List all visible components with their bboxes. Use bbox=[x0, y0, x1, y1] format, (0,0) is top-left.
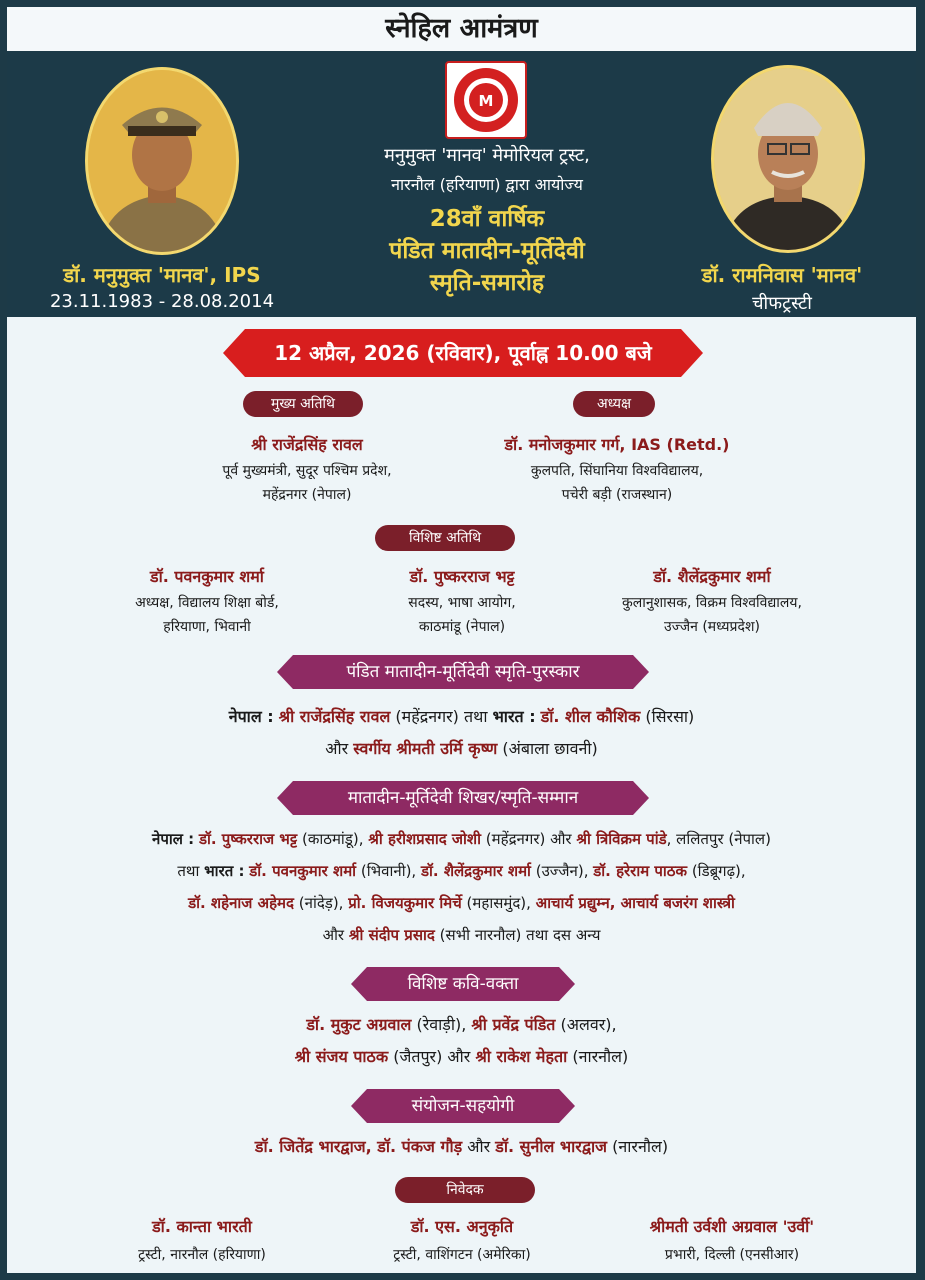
event-type: स्मृति-समारोह bbox=[429, 270, 545, 296]
svg-text:M: M bbox=[478, 92, 494, 110]
award-label: पंडित मातादीन-मूर्तिदेवी स्मृति-पुरस्कार bbox=[346, 662, 580, 682]
honor-line-1: नेपाल : डॉ. पुष्करराज भट्ट (काठमांडू), श्री हरीशप्रसाद जोशी (महेंद्रनगर) और श्री त्रिविक्रम पांडे, ललितपुर (नेपाल) bbox=[152, 830, 771, 848]
special-guest-1-name: डॉ. पवनकुमार शर्मा bbox=[150, 567, 264, 586]
special-guests-label: विशिष्ट अतिथि bbox=[375, 525, 515, 551]
right-person-role: चीफट्रस्टी bbox=[752, 293, 812, 314]
poets-line-1: डॉ. मुकुट अग्रवाल (रेवाड़ी), श्री प्रवेंद्र पंडित (अलवर), bbox=[306, 1015, 617, 1034]
right-person-name: डॉ. रामनिवास 'मानव' bbox=[701, 263, 863, 287]
trust-logo bbox=[445, 61, 527, 139]
invitor-2-desc: ट्रस्टी, वाशिंगटन (अमेरिका) bbox=[393, 1247, 531, 1263]
poets-line-2: श्री संजय पाठक (जैतपुर) और श्री राकेश मेहता (नारनौल) bbox=[294, 1047, 629, 1066]
coordination-line: डॉ. जितेंद्र भारद्वाज, डॉ. पंकज गौड़ और डॉ. सुनील भारद्वाज (नारनौल) bbox=[254, 1137, 669, 1156]
invitor-1-desc: ट्रस्टी, नारनौल (हरियाणा) bbox=[138, 1247, 266, 1263]
header-banner bbox=[7, 51, 916, 317]
poets-ribbon bbox=[351, 967, 575, 1001]
special-guest-2-desc1: सदस्य, भाषा आयोग, bbox=[408, 595, 516, 611]
award-line-1: नेपाल : श्री राजेंद्रसिंह रावल (महेंद्रनगर) तथा भारत : डॉ. शील कौशिक (सिरसा) bbox=[228, 707, 695, 726]
special-guest-2-name: डॉ. पुष्करराज भट्ट bbox=[409, 567, 515, 586]
chief-guest-label: मुख्य अतिथि bbox=[243, 391, 363, 417]
honor-line-2: तथा भारत : डॉ. पवनकुमार शर्मा (भिवानी), डॉ. शैलेंद्रकुमार शर्मा (उज्जैन), डॉ. हरेराम पाठक (डिब्रूगढ़), bbox=[177, 862, 746, 880]
event-edition: 28वाँ वार्षिक bbox=[429, 206, 545, 232]
honor-label: मातादीन-मूर्तिदेवी शिखर/स्मृति-सम्मान bbox=[347, 788, 579, 808]
special-guest-1-desc2: हरियाणा, भिवानी bbox=[163, 619, 251, 635]
coordination-ribbon bbox=[351, 1089, 575, 1123]
date-banner bbox=[223, 329, 703, 377]
president-label: अध्यक्ष bbox=[573, 391, 655, 417]
award-ribbon bbox=[277, 655, 649, 689]
award-line-2: और स्वर्गीय श्रीमती उर्मि कृष्ण (अंबाला छावनी) bbox=[325, 739, 598, 758]
date-text: 12 अप्रैल, 2026 (रविवार), पूर्वाह्न 10.00 बजे bbox=[274, 341, 652, 365]
organizer-line2: नारनौल (हरियाणा) द्वारा आयोज्य bbox=[391, 175, 583, 194]
special-guest-3-desc1: कुलानुशासक, विक्रम विश्वविद्यालय, bbox=[622, 595, 802, 611]
invitor-1-name: डॉ. कान्ता भारती bbox=[152, 1217, 252, 1236]
president-name: डॉ. मनोजकुमार गर्ग, IAS (Retd.) bbox=[504, 435, 730, 454]
invitor-2-name: डॉ. एस. अनुकृति bbox=[410, 1217, 514, 1236]
president-desc1: कुलपति, सिंघानिया विश्वविद्यालय, bbox=[530, 463, 704, 479]
invitation-card bbox=[4, 4, 919, 1276]
organizer-line1: मनुमुक्त 'मानव' मेमोरियल ट्रस्ट, bbox=[384, 145, 590, 166]
invitors-label: निवेदक bbox=[395, 1177, 535, 1203]
president-desc2: पचेरी बड़ी (राजस्थान) bbox=[561, 487, 673, 503]
special-guest-3-desc2: उज्जैन (मध्यप्रदेश) bbox=[664, 619, 760, 635]
invitor-3-desc: प्रभारी, दिल्ली (एनसीआर) bbox=[664, 1247, 800, 1263]
honor-ribbon bbox=[277, 781, 649, 815]
invitation-title: स्नेहिल आमंत्रण bbox=[7, 7, 916, 51]
poets-label: विशिष्ट कवि-वक्ता bbox=[407, 974, 519, 994]
special-guest-2-desc2: काठमांडू (नेपाल) bbox=[418, 619, 506, 635]
chief-guest-desc1: पूर्व मुख्यमंत्री, सुदूर पश्चिम प्रदेश, bbox=[222, 463, 392, 479]
left-person-name: डॉ. मनुमुक्त 'मानव', IPS bbox=[63, 263, 261, 287]
special-guest-1-desc1: अध्यक्ष, विद्यालय शिक्षा बोर्ड, bbox=[135, 595, 279, 611]
chief-guest-name: श्री राजेंद्रसिंह रावल bbox=[251, 435, 363, 454]
invitor-3-name: श्रीमती उर्वशी अग्रवाल 'उर्वी' bbox=[649, 1217, 815, 1236]
chief-guest-desc2: महेंद्रनगर (नेपाल) bbox=[262, 487, 352, 503]
portrait-right bbox=[711, 65, 865, 253]
special-guest-3-name: डॉ. शैलेंद्रकुमार शर्मा bbox=[653, 567, 771, 586]
left-person-dates: 23.11.1983 - 28.08.2014 bbox=[49, 291, 275, 312]
coordination-label: संयोजन-सहयोगी bbox=[411, 1096, 515, 1116]
event-name: पंडित मातादीन-मूर्तिदेवी bbox=[389, 238, 585, 264]
portrait-left bbox=[85, 67, 239, 255]
honor-line-4: और श्री संदीप प्रसाद (सभी नारनौल) तथा दस अन्य bbox=[322, 926, 601, 944]
honor-line-3: डॉ. शहेनाज अहेमद (नांदेड़), प्रो. विजयकुमार मिर्चे (महासमुंद), आचार्य प्रद्युम्न, आचार्य बजरंग शास्त्री bbox=[188, 894, 735, 912]
